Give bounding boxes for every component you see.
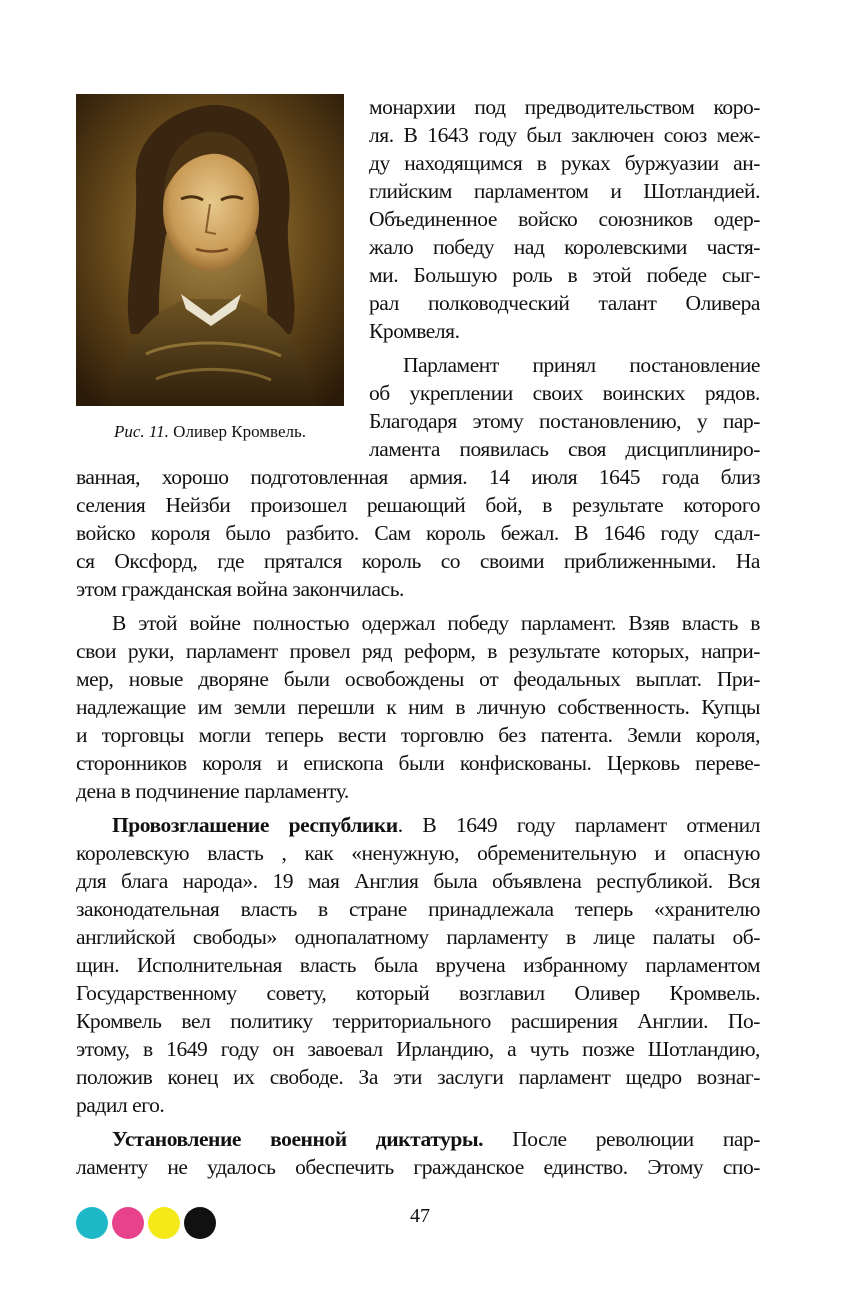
text-line: и торговцы могли теперь вести торговлю без патента. Земли короля, [76, 723, 760, 747]
text-line: войско короля было разбито. Сам король бежал. В 1646 году сдал- [76, 521, 760, 545]
text-line: дена в подчинение парламенту. [76, 779, 349, 803]
text-line: ля. В 1643 году был заключен союз меж- [369, 123, 760, 147]
black-dot [184, 1207, 216, 1239]
text-line: ламента появилась своя дисциплиниро- [369, 437, 760, 461]
portrait-image [76, 94, 344, 406]
text-line: ламенту не удалось обеспечить гражданское единство. Этому спо- [76, 1155, 760, 1179]
text-line: селения Нейзби произошел решающий бой, в результате которого [76, 493, 760, 517]
text-line: рал полководческий талант Оливера [369, 291, 760, 315]
yellow-dot [148, 1207, 180, 1239]
text-line: глийским парламентом и Шотландией. [369, 179, 760, 203]
text-line: положив конец их свободе. За эти заслуги парламент щедро вознаг- [76, 1065, 760, 1089]
text-line [112, 1126, 760, 1152]
text-line: Парламент принял постановление [403, 353, 760, 377]
caption-text: Оливер Кромвель. [168, 422, 306, 441]
text-line: В этой войне полностью одержал победу парламент. Взяв власть в [112, 611, 760, 635]
text-line: Кромвеля. [369, 319, 460, 343]
text-line: ся Оксфорд, где прятался король со своими приближенными. На [76, 549, 760, 573]
text-line: этому, в 1649 году он завоевал Ирландию, а чуть позже Шотландию, [76, 1037, 760, 1061]
text-line: Кромвель вел политику территориального расширения Англии. По- [76, 1009, 760, 1033]
text-line: монархии под предводительством коро- [369, 95, 760, 119]
text-line: свои руки, парламент провел ряд реформ, в результате которых, напри- [76, 639, 760, 663]
caption-label: Рис. 11. [114, 422, 169, 441]
section-heading: Провозглашение республики [112, 813, 398, 837]
text-line: радил его. [76, 1093, 165, 1117]
cyan-dot [76, 1207, 108, 1239]
text-line: сторонников короля и епископа были конфискованы. Церковь переве- [76, 751, 760, 775]
text-line: Государственному совету, который возглавил Оливер Кромвель. [76, 981, 760, 1005]
text-line [112, 812, 760, 838]
text-line: щин. Исполнительная власть была вручена избранному парламентом [76, 953, 760, 977]
section-heading: Установление военной диктатуры. [112, 1127, 484, 1151]
text-line: ванная, хорошо подготовленная армия. 14 июля 1645 года близ [76, 465, 760, 489]
figure-caption [76, 421, 344, 443]
magenta-dot [112, 1207, 144, 1239]
text-line: Объединенное войско союзников одер- [369, 207, 760, 231]
text-line: законодательная власть в стране принадлежала теперь «хранителю [76, 897, 760, 921]
page-number: 47 [410, 1205, 430, 1227]
text-line: для блага народа». 19 мая Англия была объявлена республикой. Вся [76, 869, 760, 893]
text-line: об укреплении своих воинских рядов. [369, 381, 760, 405]
text-line: надлежащие им земли перешли к ним в личную собственность. Купцы [76, 695, 760, 719]
text-line: английской свободы» однопалатному парламенту в лице палаты об- [76, 925, 760, 949]
text-line: ми. Большую роль в этой победе сыг- [369, 263, 760, 287]
text-line: этом гражданская война закончилась. [76, 577, 404, 601]
text-line: ду находящимся в руках буржуазии ан- [369, 151, 760, 175]
text-line: Благодаря этому постановлению, у пар- [369, 409, 760, 433]
text-line: мер, новые дворяне были освобождены от феодальных выплат. При- [76, 667, 760, 691]
text-line: жало победу над королевскими частя- [369, 235, 760, 259]
text-line: королевскую власть , как «ненужную, обременительную и опасную [76, 841, 760, 865]
text-fragment: . В 1649 году парламент отменил [397, 813, 760, 837]
text-fragment: После революции пар- [483, 1127, 760, 1151]
